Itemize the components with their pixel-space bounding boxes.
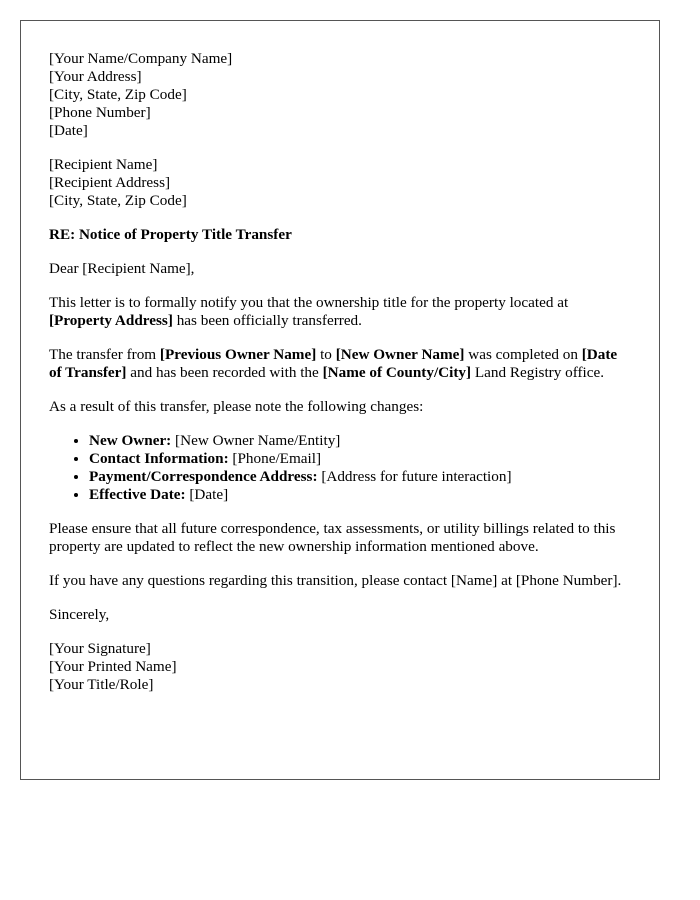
paragraph-text: The transfer from [49, 346, 160, 363]
paragraph-notification [49, 294, 631, 330]
recipient-city-state-zip: [City, State, Zip Code] [49, 192, 187, 209]
changes-list [49, 432, 631, 504]
printed-name: [Your Printed Name] [49, 658, 177, 675]
county-city-placeholder: [Name of County/City] [322, 364, 472, 381]
previous-owner-placeholder: [Previous Owner Name] [159, 346, 317, 363]
subject-text: RE: Notice of Property Title Transfer [49, 226, 292, 243]
list-item-value: [Address for future interaction] [317, 468, 512, 485]
sender-block [49, 50, 631, 140]
recipient-name: [Recipient Name] [49, 156, 158, 173]
paragraph-text: This letter is to formally notify you that the ownership title for the property located at [49, 294, 569, 311]
paragraph-text: has been officially transferred. [172, 312, 362, 329]
transfer-date-placeholder: [Date of Transfer] [49, 346, 618, 381]
paragraph-transfer-details [49, 346, 631, 382]
paragraph-text: Land Registry office. [471, 364, 605, 381]
sender-date: [Date] [49, 122, 88, 139]
list-item-label: New Owner: [89, 432, 172, 449]
list-item [89, 450, 631, 468]
paragraph-contact: If you have any questions regarding this transition, please contact [Name] at [Phone Number]. [49, 572, 622, 589]
paragraph-changes-intro: As a result of this transfer, please note the following changes: [49, 398, 424, 415]
signature-block [49, 640, 631, 694]
subject-line [49, 226, 631, 244]
recipient-address: [Recipient Address] [49, 174, 171, 191]
paragraph-update-request: Please ensure that all future correspondence, tax assessments, or utility billings related to this property are updated to reflect the new ownership information mentioned above. [49, 520, 616, 555]
paragraph-text: was completed on [464, 346, 582, 363]
sender-address: [Your Address] [49, 68, 142, 85]
paragraph-text: and has been recorded with the [126, 364, 323, 381]
sender-city-state-zip: [City, State, Zip Code] [49, 86, 187, 103]
paragraph-text: to [316, 346, 336, 363]
list-item-label: Payment/Correspondence Address: [89, 468, 318, 485]
signature-placeholder: [Your Signature] [49, 640, 151, 657]
list-item [89, 432, 631, 450]
list-item-label: Effective Date: [89, 486, 186, 503]
list-item [89, 486, 631, 504]
salutation: Dear [Recipient Name], [49, 260, 195, 277]
list-item-value: [New Owner Name/Entity] [171, 432, 341, 449]
property-address-placeholder: [Property Address] [49, 312, 173, 329]
sender-name: [Your Name/Company Name] [49, 50, 233, 67]
list-item-value: [Phone/Email] [228, 450, 321, 467]
letter-page [20, 20, 660, 780]
list-item [89, 468, 631, 486]
sender-phone: [Phone Number] [49, 104, 151, 121]
title-role: [Your Title/Role] [49, 676, 154, 693]
list-item-value: [Date] [185, 486, 229, 503]
recipient-block [49, 156, 631, 210]
new-owner-placeholder: [New Owner Name] [335, 346, 465, 363]
closing: Sincerely, [49, 606, 110, 623]
list-item-label: Contact Information: [89, 450, 229, 467]
